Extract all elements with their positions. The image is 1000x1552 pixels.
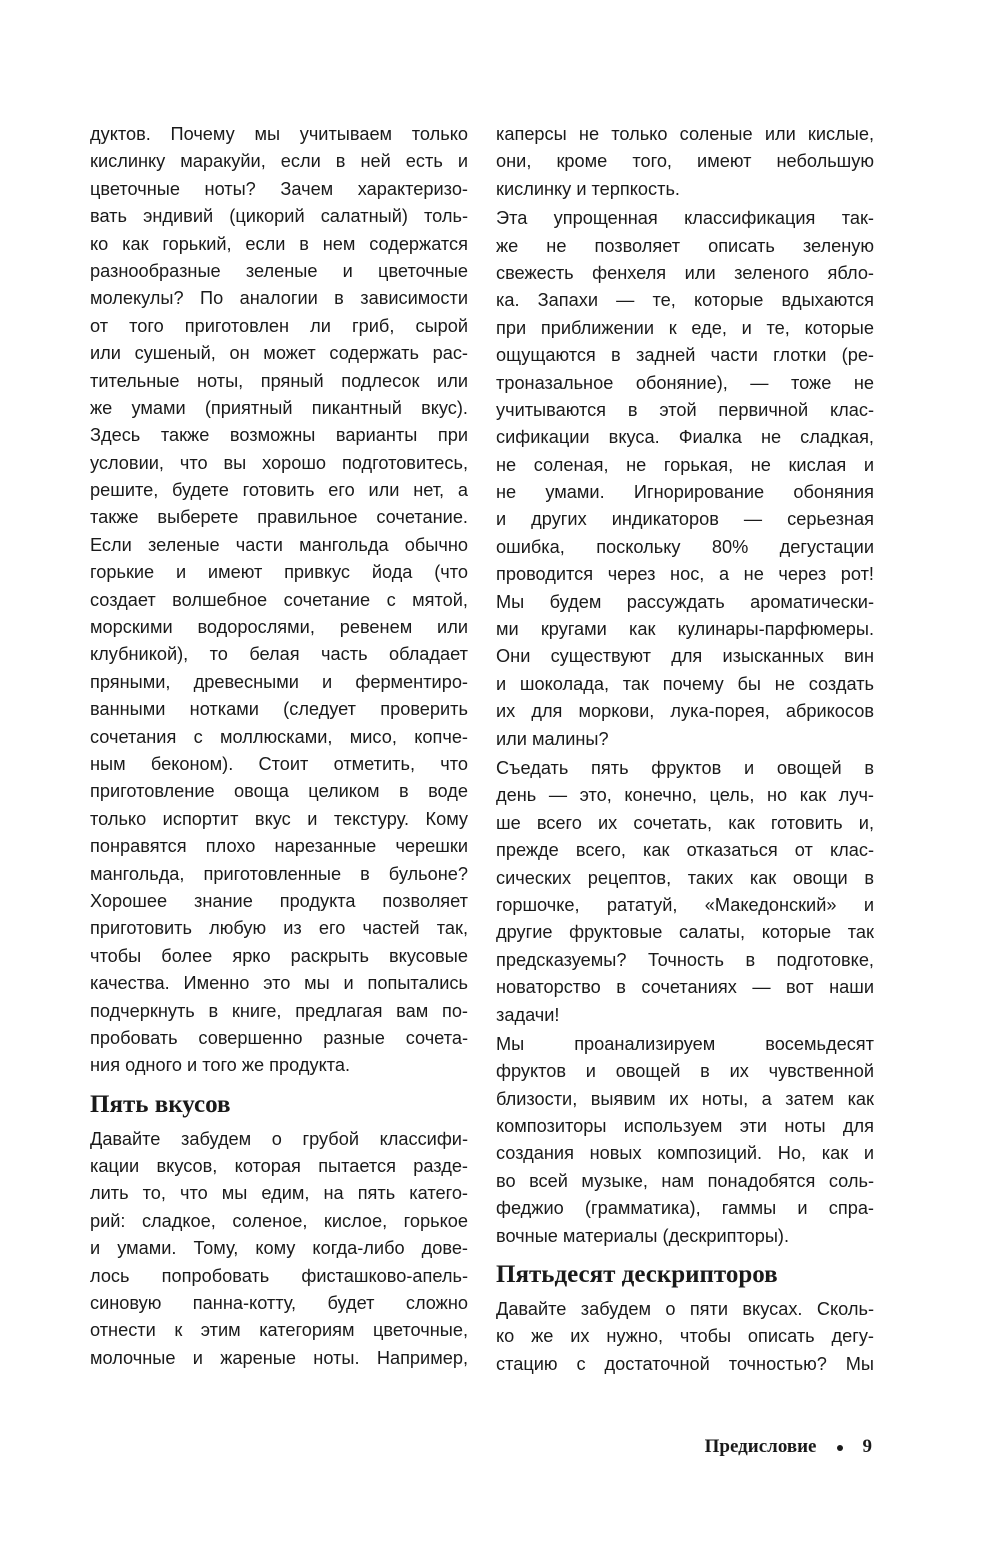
- text-line: Съедать пять фруктов и овощей в: [496, 757, 874, 778]
- text-line: лось попробовать фисташково-апель-: [90, 1265, 468, 1286]
- paragraph: [90, 121, 468, 1080]
- text-line: пробовать совершенно разные сочета-: [90, 1027, 468, 1048]
- text-line: приготовление овоща целиком в воде: [90, 781, 468, 802]
- text-line: Давайте забудем о пяти вкусах. Сколь-: [496, 1299, 874, 1320]
- text-line: Давайте забудем о грубой классифи-: [90, 1128, 468, 1149]
- paragraph: [90, 1126, 468, 1373]
- text-line: и других индикаторов — серьезная: [496, 509, 874, 530]
- text-line: условии, что вы хорошо подготовитесь,: [90, 452, 468, 473]
- text-line: ощущаются в задней части глотки (ре-: [496, 345, 874, 366]
- text-line: сификации вкуса. Фиалка не сладкая,: [496, 427, 874, 448]
- text-line: Если зеленые части мангольда обычно: [90, 534, 468, 555]
- text-line: вать эндивий (цикорий салатный) толь-: [90, 206, 468, 227]
- text-line: Мы проанализируем восемьдесят: [496, 1033, 874, 1054]
- text-line: при приближении к еде, и те, которые: [496, 317, 874, 338]
- text-line: или малины?: [496, 728, 609, 749]
- text-line: учитываются в этой первичной клас-: [496, 399, 874, 420]
- text-line: лить то, что мы едим, на пять катего-: [90, 1183, 468, 1204]
- right-column: [496, 121, 874, 1380]
- text-line: и шоколада, так почему бы не создать: [496, 673, 874, 694]
- running-footer: [705, 1434, 872, 1460]
- text-line: от того приготовлен ли гриб, сырой: [90, 315, 468, 336]
- paragraph: [496, 121, 874, 203]
- text-line: троназальное обоняние), — тоже не: [496, 372, 874, 393]
- text-line: качества. Именно это мы и попытались: [90, 973, 468, 994]
- text-line: морскими водорослями, ревенем или: [90, 617, 468, 638]
- text-line: ным беконом). Стоит отметить, что: [90, 753, 468, 774]
- text-line: сочетания с моллюсками, мисо, копче-: [90, 726, 468, 747]
- section-heading: Пять вкусов: [90, 1090, 231, 1118]
- text-line: фруктов и овощей в их чувственной: [496, 1061, 874, 1082]
- text-line: кислинку и терпкость.: [496, 178, 680, 199]
- text-line: пряными, древесными и ферментиро-: [90, 671, 468, 692]
- text-line: Хорошее знание продукта позволяет: [90, 890, 468, 911]
- text-line: тительные ноты, пряный подлесок или: [90, 370, 468, 391]
- text-line: вочные материалы (дескрипторы).: [496, 1225, 790, 1246]
- text-line: ка. Запахи — те, которые вдыхаются: [496, 290, 874, 311]
- text-line: прежде всего, как отказаться от клас-: [496, 840, 874, 861]
- text-line: Они существуют для изысканных вин: [496, 646, 874, 667]
- text-line: кислинку маракуйи, если в ней есть и: [90, 151, 468, 172]
- text-line: чтобы более ярко раскрыть вкусовые: [90, 945, 468, 966]
- text-line: подчеркнуть в книге, предлагая вам по-: [90, 1000, 468, 1021]
- text-line: создает волшебное сочетание с мятой,: [90, 589, 468, 610]
- left-column: [90, 121, 468, 1374]
- text-line: Здесь также возможны варианты при: [90, 425, 468, 446]
- text-line: отнести к этим категориям цветочные,: [90, 1320, 468, 1341]
- text-line: Мы будем рассуждать ароматически-: [496, 591, 874, 612]
- text-line: приготовить любую из его частей так,: [90, 918, 468, 939]
- text-line: понравятся плохо нарезанные черешки: [90, 836, 468, 857]
- text-line: феджио (грамматика), гаммы и спра-: [496, 1198, 874, 1219]
- text-line: ванными нотками (следует проверить: [90, 699, 468, 720]
- text-line: кации вкусов, которая пытается разде-: [90, 1156, 468, 1177]
- text-line: задачи!: [496, 1004, 560, 1025]
- paragraph: [496, 1031, 874, 1250]
- text-line: проводится через нос, а не через рот!: [496, 564, 874, 585]
- text-line: близости, выявим их ноты, а затем как: [496, 1088, 874, 1109]
- text-line: свежесть фенхеля или зеленого ябло-: [496, 262, 874, 283]
- text-line: сических рецептов, таких как овощи в: [496, 867, 874, 888]
- text-line: день — это, конечно, цель, но как луч-: [496, 785, 874, 806]
- paragraph: [496, 205, 874, 753]
- text-line: молекулы? По аналогии в зависимости: [90, 288, 468, 309]
- text-line: дуктов. Почему мы учитываем только: [90, 124, 468, 144]
- text-line: только испортит вкус и текстуру. Кому: [90, 808, 468, 829]
- text-line: ко как горький, если в нем содержатся: [90, 233, 468, 254]
- text-line: создания новых композиций. Но, как и: [496, 1143, 874, 1164]
- paragraph: [496, 755, 874, 1029]
- text-line: горькие и имеют привкус йода (что: [90, 562, 468, 583]
- text-line: разнообразные зеленые и цветочные: [90, 260, 468, 281]
- text-line: каперсы не только соленые или кислые,: [496, 124, 874, 144]
- text-line: не умами. Игнорирование обоняния: [496, 482, 874, 503]
- text-line: ния одного и того же продукта.: [90, 1055, 351, 1076]
- text-line: во всей музыке, нам понадобятся соль-: [496, 1170, 874, 1191]
- text-line: стацию с достаточной точностью? Мы: [496, 1353, 874, 1374]
- text-line: их для моркови, лука-порея, абрикосов: [496, 701, 874, 722]
- page-number: 9: [862, 1436, 872, 1457]
- text-line: клубникой), то белая часть обладает: [90, 644, 468, 665]
- text-line: или сушеный, он может содержать рас-: [90, 343, 468, 364]
- text-line: и умами. Тому, кому когда-либо дове-: [90, 1238, 468, 1259]
- text-line: другие фруктовые салаты, которые так: [496, 922, 874, 943]
- text-line: ко же их нужно, чтобы описать дегу-: [496, 1326, 874, 1347]
- section-heading: Пятьдесят дескрипторов: [496, 1261, 778, 1289]
- text-line: не соленая, не горькая, не кислая и: [496, 454, 874, 475]
- text-line: они, кроме того, имеют небольшую: [496, 151, 874, 172]
- footer-section-title: Предисловие: [704, 1436, 817, 1457]
- text-line: синовую панна-котту, будет сложно: [90, 1293, 468, 1314]
- bullet-separator: [837, 1445, 843, 1451]
- text-line: молочные и жареные ноты. Например,: [90, 1347, 468, 1368]
- text-line: композиторы используем эти ноты для: [496, 1116, 874, 1137]
- paragraph: [496, 1296, 874, 1378]
- text-line: новаторство в сочетаниях — вот наши: [496, 977, 874, 998]
- text-line: цветочные ноты? Зачем характеризо-: [90, 178, 468, 199]
- text-line: также выберете правильное сочетание.: [90, 507, 468, 528]
- text-line: Эта упрощенная классификация так-: [496, 208, 874, 229]
- text-line: решите, будете готовить его или нет, а: [90, 480, 468, 501]
- text-line: ше всего их сочетать, как готовить и,: [496, 812, 874, 833]
- text-line: ми кругами как кулинары-парфюмеры.: [496, 619, 874, 640]
- text-line: же не позволяет описать зеленую: [496, 235, 874, 256]
- text-line: ошибка, поскольку 80% дегустации: [496, 536, 874, 557]
- text-line: горшочке, рататуй, «Македонский» и: [496, 894, 874, 915]
- text-line: мангольда, приготовленные в бульоне?: [90, 863, 468, 884]
- text-line: же умами (приятный пикантный вкус).: [90, 397, 468, 418]
- text-line: рий: сладкое, соленое, кислое, горькое: [90, 1210, 468, 1231]
- text-line: предсказуемы? Точность в подготовке,: [496, 949, 874, 970]
